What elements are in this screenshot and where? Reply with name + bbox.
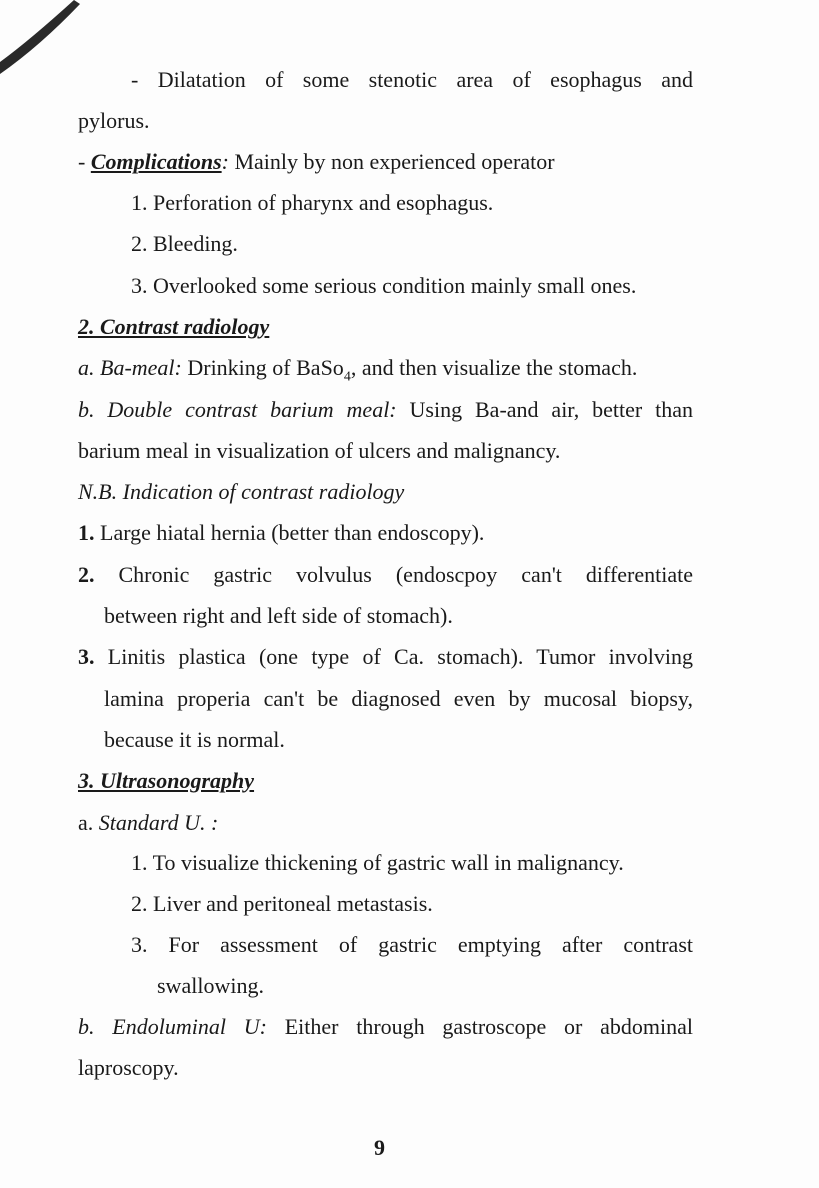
standard-u-prefix: a. xyxy=(78,810,99,835)
endoluminal-label: b. Endoluminal U: xyxy=(78,1014,267,1039)
indication-3-text: Linitis plastica (one type of Ca. stomach). Tumor involving xyxy=(94,644,693,669)
indication-3-number: 3. xyxy=(78,644,95,669)
double-contrast-text: Using Ba-and air, better than xyxy=(396,397,694,422)
endoluminal-text: Either through gastroscope or abdominal xyxy=(266,1014,693,1039)
complications-colon: : xyxy=(221,149,235,174)
contrast-radiology-heading: 2. Contrast radiology xyxy=(78,314,270,339)
dilatation-line-2: pylorus. xyxy=(78,108,150,133)
indication-2-number: 2. xyxy=(78,562,95,587)
indication-2-line-1 xyxy=(78,562,693,588)
double-contrast-line-2: barium meal in visualization of ulcers and malignancy. xyxy=(78,438,561,463)
indication-1-number: 1. xyxy=(78,520,95,545)
ba-meal-label: a. Ba-meal: xyxy=(78,355,182,380)
indication-3-line-3: because it is normal. xyxy=(104,727,285,752)
ultra-item-1: 1. To visualize thickening of gastric wall in malignancy. xyxy=(131,850,624,875)
indication-3-line-1 xyxy=(78,644,693,670)
double-contrast-line-1 xyxy=(78,397,693,423)
endoluminal-line-2: laproscopy. xyxy=(78,1055,179,1080)
complication-item-3: 3. Overlooked some serious condition mainly small ones. xyxy=(131,273,637,298)
endoluminal-line-1 xyxy=(78,1014,693,1040)
ba-meal-subscript: 4 xyxy=(343,369,351,385)
nb-indication-line: N.B. Indication of contrast radiology xyxy=(78,479,405,504)
standard-u-line xyxy=(78,810,218,836)
ultrasonography-heading: 3. Ultrasonography xyxy=(78,768,255,793)
complication-item-1: 1. Perforation of pharynx and esophagus. xyxy=(131,190,494,215)
indication-3-line-2: lamina properia can't be diagnosed even by mucosal biopsy, xyxy=(104,686,693,711)
double-contrast-label: b. Double contrast barium meal: xyxy=(78,397,397,422)
indication-1 xyxy=(78,520,484,546)
ba-meal-text-post: , and then visualize the stomach. xyxy=(350,355,638,380)
ba-meal-text-pre: Drinking of BaSo xyxy=(181,355,344,380)
page-number: 9 xyxy=(374,1135,385,1160)
complications-text: Mainly by non experienced operator xyxy=(234,149,555,174)
ultra-item-3-line-2: swallowing. xyxy=(157,973,264,998)
complications-line xyxy=(78,149,555,175)
complications-label: Complications xyxy=(90,149,222,174)
indication-2-text: Chronic gastric volvulus (endoscpoy can't differentiate xyxy=(94,562,693,587)
complications-dash: - xyxy=(78,149,91,174)
ba-meal-line xyxy=(78,355,638,385)
indication-2-line-2: between right and left side of stomach). xyxy=(104,603,453,628)
dilatation-line-1: - Dilatation of some stenotic area of esophagus and xyxy=(131,67,693,92)
standard-u-label: Standard U. : xyxy=(98,810,219,835)
ultra-item-3-line-1: 3. For assessment of gastric emptying after contrast xyxy=(131,932,693,957)
complication-item-2: 2. Bleeding. xyxy=(131,231,238,256)
indication-1-text: Large hiatal hernia (better than endoscopy). xyxy=(94,520,485,545)
ultra-item-2: 2. Liver and peritoneal metastasis. xyxy=(131,891,433,916)
